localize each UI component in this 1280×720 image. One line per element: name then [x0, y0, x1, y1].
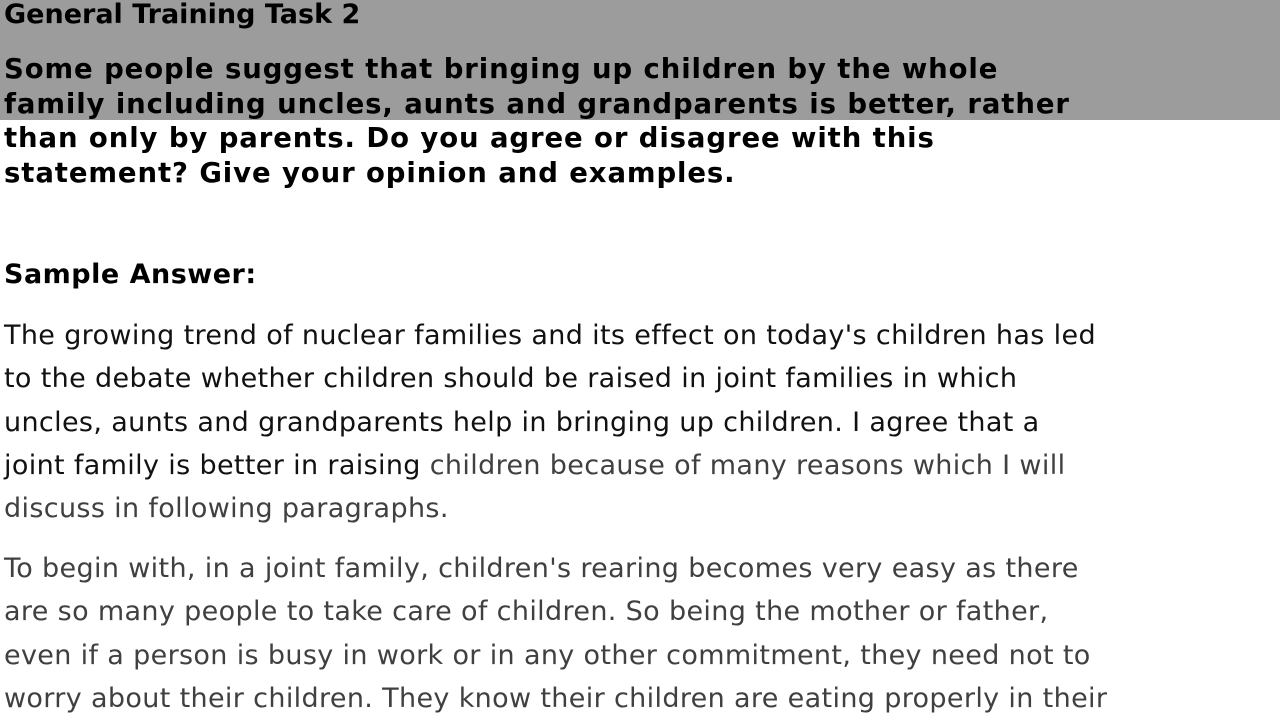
sample-answer-heading: Sample Answer: — [4, 259, 257, 290]
answer-paragraph-2 — [4, 547, 1274, 720]
paragraph-line: The growing trend of nuclear families and its effect on today's children has led — [4, 320, 1096, 351]
task-prompt — [4, 52, 1264, 190]
answer-paragraph-1 — [4, 314, 1274, 530]
paragraph-line: even if a person is busy in work or in any other commitment, they need not to — [4, 639, 1091, 671]
prompt-line: than only by parents. Do you agree or disagree with this — [4, 122, 935, 154]
prompt-line: statement? Give your opinion and examples. — [4, 156, 736, 189]
page-title: General Training Task 2 — [4, 0, 361, 30]
paragraph-line: worry about their children. They know their children are eating properly in their — [4, 682, 1108, 714]
prompt-line: Some people suggest that bringing up children by the whole — [4, 53, 999, 85]
prompt-line: family including uncles, aunts and grandparents is better, rather — [4, 87, 1070, 120]
paragraph-line — [4, 444, 1274, 487]
paragraph-line: to the debate whether children should be raised in joint families in which — [4, 363, 1018, 395]
paragraph-line: uncles, aunts and grandparents help in bringing up children. I agree that a — [4, 406, 1040, 438]
paragraph-line-part-soft: children because of many reasons which I will — [429, 449, 1066, 481]
paragraph-line: To begin with, in a joint family, children's rearing becomes very easy as there — [4, 553, 1079, 584]
paragraph-line-part: joint family is better in raising — [4, 449, 430, 481]
paragraph-line: are so many people to take care of children. So being the mother or father, — [4, 596, 1049, 628]
paragraph-line: discuss in following paragraphs. — [4, 493, 449, 525]
